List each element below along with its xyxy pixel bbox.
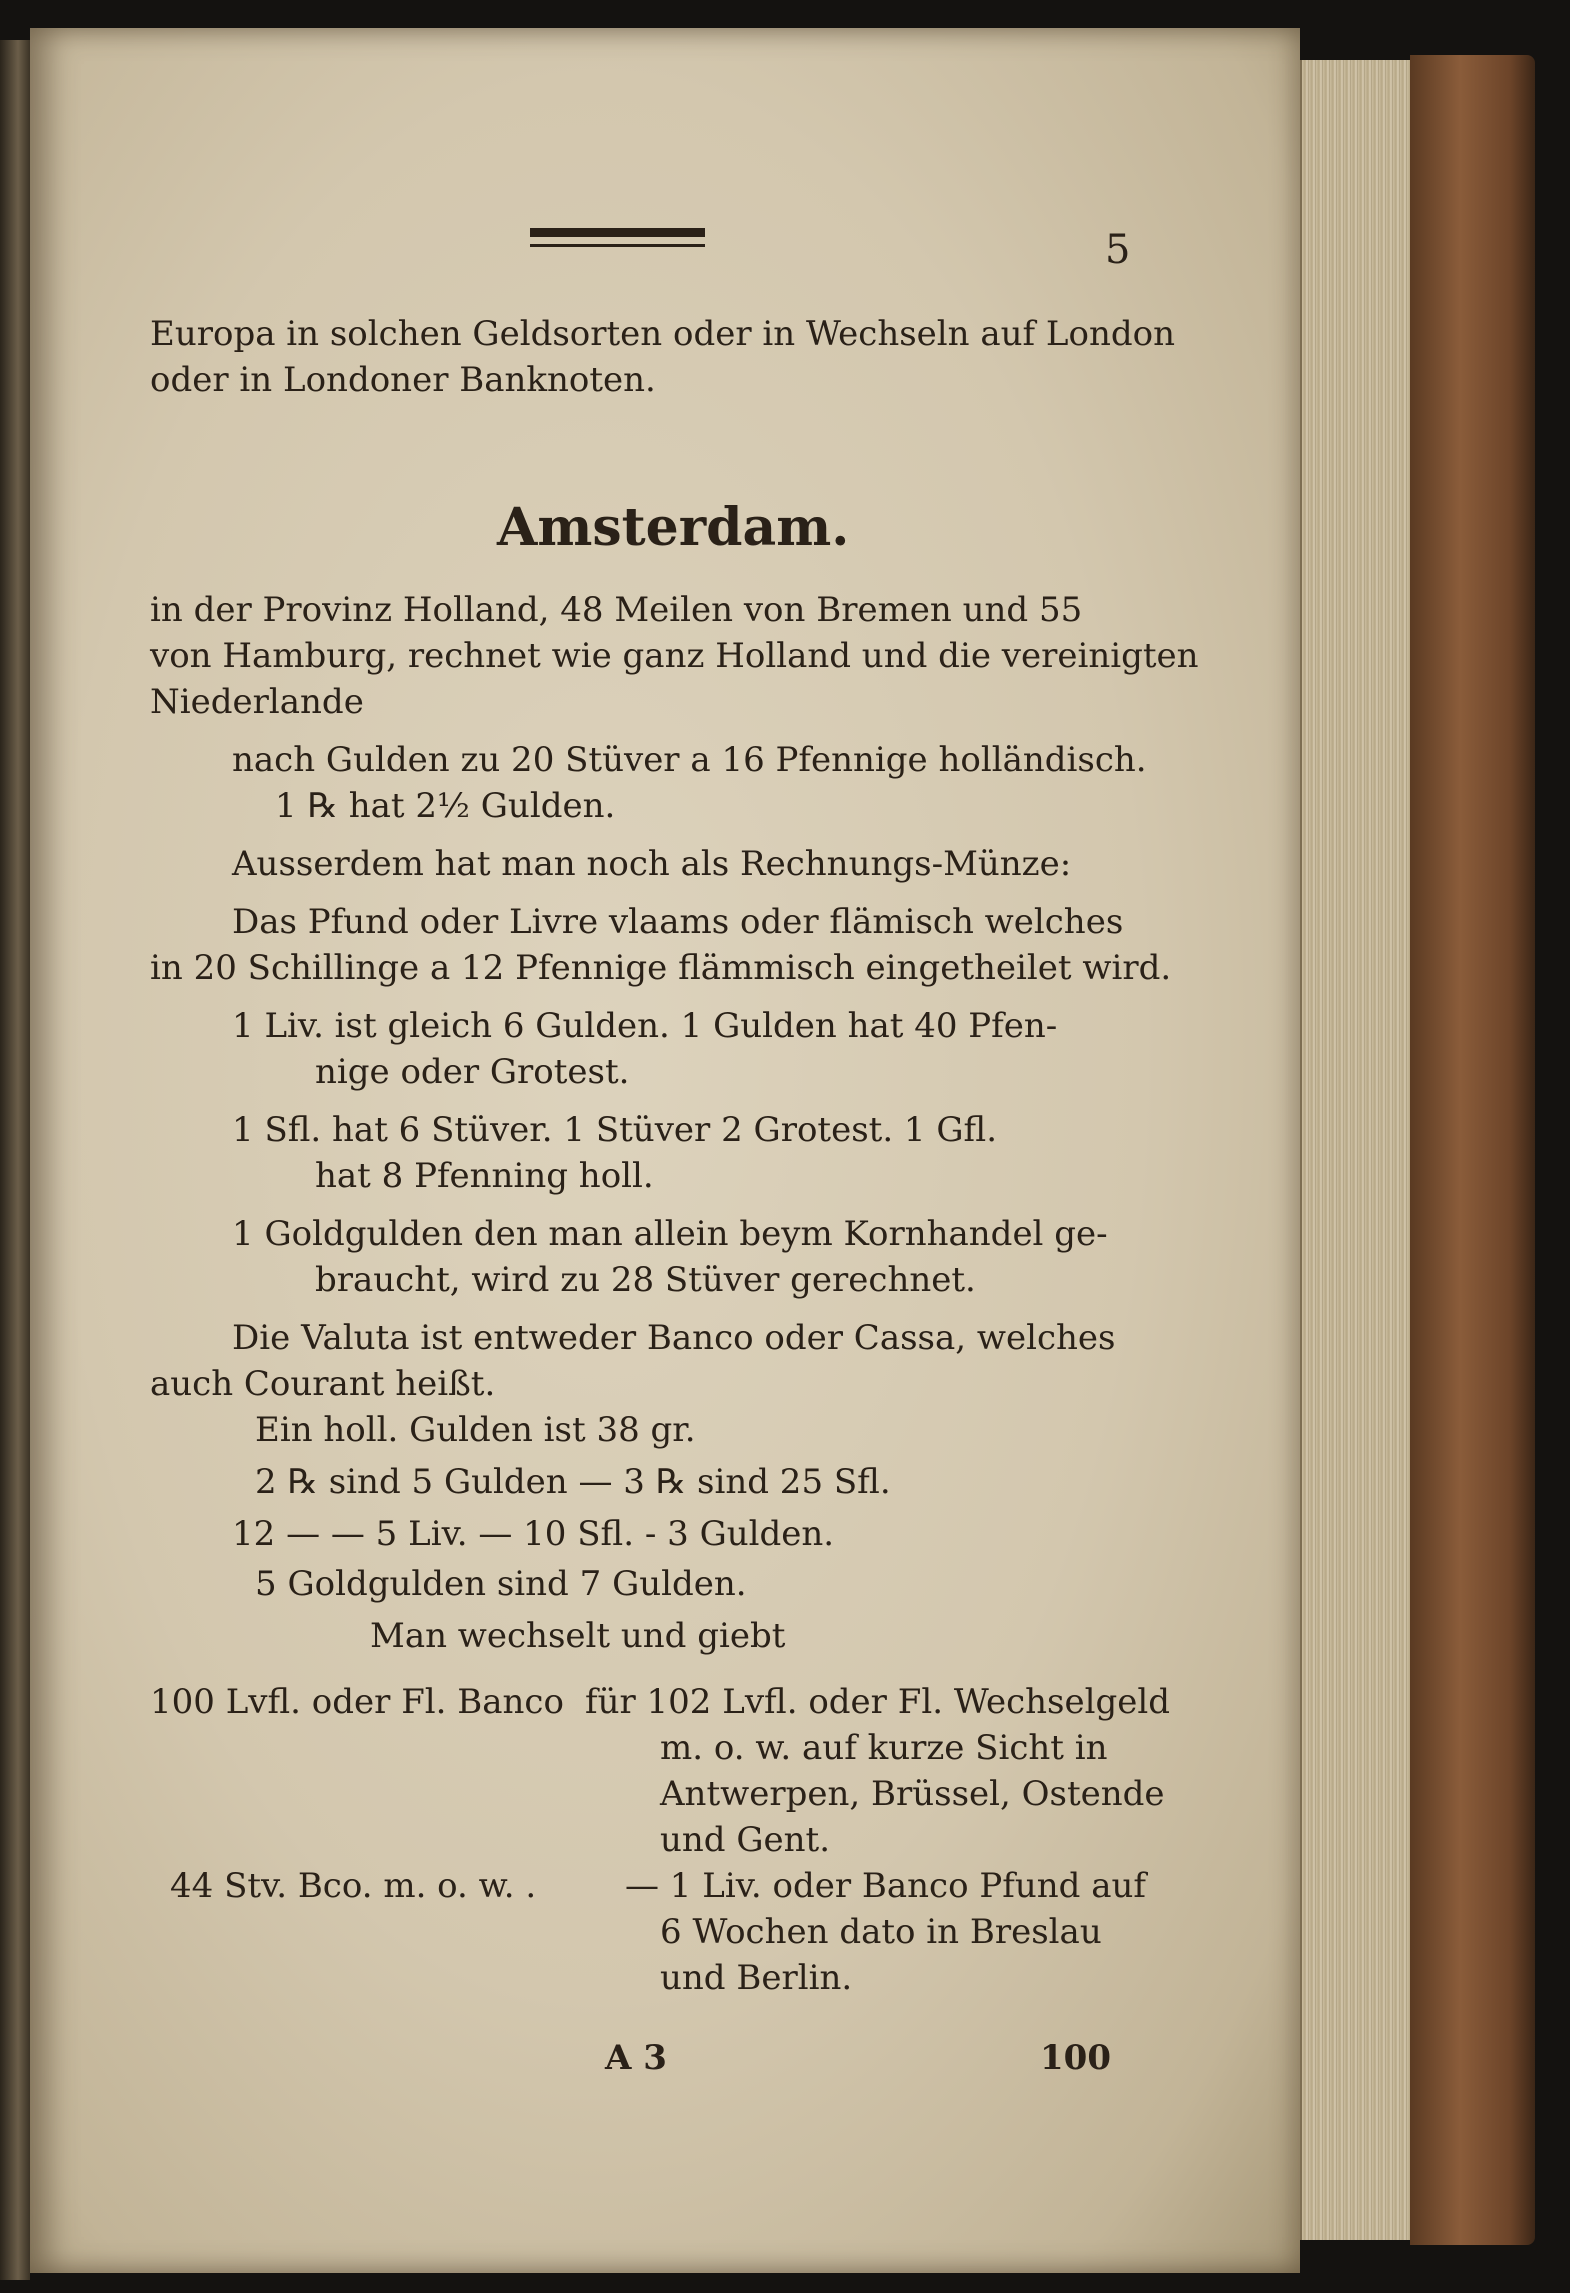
exchange-heading: Man wechselt und giebt: [370, 1616, 786, 1656]
pound-line-2: in 20 Schillinge a 12 Pfennige flämmisch eingetheilet wird.: [150, 948, 1172, 988]
intro-line-2: oder in Londoner Banknoten.: [150, 360, 656, 400]
para1-line-2: von Hamburg, rechnet wie ganz Holland und die vereinigten: [150, 636, 1199, 676]
exchange-1-get-line-3: Antwerpen, Brüssel, Ostende: [660, 1774, 1165, 1814]
left-page-edge: [0, 40, 30, 2280]
goldgulden-line-2: braucht, wird zu 28 Stüver gerechnet.: [315, 1260, 976, 1300]
goldgulden-line-1: 1 Goldgulden den man allein beym Kornhandel ge-: [232, 1214, 1108, 1254]
equivalent-4: 5 Goldgulden sind 7 Gulden.: [255, 1564, 747, 1604]
exchange-1-get-line-1: für 102 Lvfl. oder Fl. Wechselgeld: [585, 1682, 1171, 1722]
exchange-2-get-line-2: 6 Wochen dato in Breslau: [660, 1912, 1102, 1952]
section-heading: Amsterdam.: [497, 497, 850, 558]
sfl-line-1: 1 Sfl. hat 6 Stüver. 1 Stüver 2 Grotest. 1 Gfl.: [232, 1110, 998, 1150]
header-rule: [530, 228, 705, 237]
book-cover: [1410, 55, 1535, 2245]
exchange-2-get-line-3: und Berlin.: [660, 1958, 853, 1998]
equivalent-3: 12 — — 5 Liv. — 10 Sfl. - 3 Gulden.: [232, 1514, 835, 1554]
page-edges: [1300, 60, 1412, 2240]
reckoning-line-1: nach Gulden zu 20 Stüver a 16 Pfennige holländisch.: [232, 740, 1147, 780]
page-number: 5: [1105, 227, 1131, 273]
exchange-1-get-line-2: m. o. w. auf kurze Sicht in: [660, 1728, 1108, 1768]
exchange-2-get-line-1: — 1 Liv. oder Banco Pfund auf: [625, 1866, 1146, 1906]
equivalent-2: 2 ℞ sind 5 Gulden — 3 ℞ sind 25 Sfl.: [255, 1462, 891, 1502]
para1-line-1: in der Provinz Holland, 48 Meilen von Bremen und 55: [150, 590, 1083, 630]
reckoning-line-2: 1 ℞ hat 2½ Gulden.: [275, 786, 616, 826]
para1-line-3: Niederlande: [150, 682, 364, 722]
catchword: 100: [1040, 2038, 1111, 2078]
moreover-line: Ausserdem hat man noch als Rechnungs-Münze:: [232, 844, 1072, 884]
exchange-2-give: 44 Stv. Bco. m. o. w. .: [170, 1866, 537, 1906]
liv-line-2: nige oder Grotest.: [315, 1052, 630, 1092]
signature-mark: A 3: [605, 2038, 667, 2078]
valuta-line-2: auch Courant heißt.: [150, 1364, 496, 1404]
intro-line-1: Europa in solchen Geldsorten oder in Wechseln auf London: [150, 314, 1176, 354]
equivalent-1: Ein holl. Gulden ist 38 gr.: [255, 1410, 696, 1450]
exchange-1-get-line-4: und Gent.: [660, 1820, 831, 1860]
exchange-1-give: 100 Lvfl. oder Fl. Banco: [150, 1682, 564, 1722]
pound-line-1: Das Pfund oder Livre vlaams oder flämisch welches: [232, 902, 1124, 942]
valuta-line-1: Die Valuta ist entweder Banco oder Cassa, welches: [232, 1318, 1116, 1358]
header-rule-thin: [530, 244, 705, 247]
liv-line-1: 1 Liv. ist gleich 6 Gulden. 1 Gulden hat 40 Pfen-: [232, 1006, 1058, 1046]
sfl-line-2: hat 8 Pfenning holl.: [315, 1156, 654, 1196]
